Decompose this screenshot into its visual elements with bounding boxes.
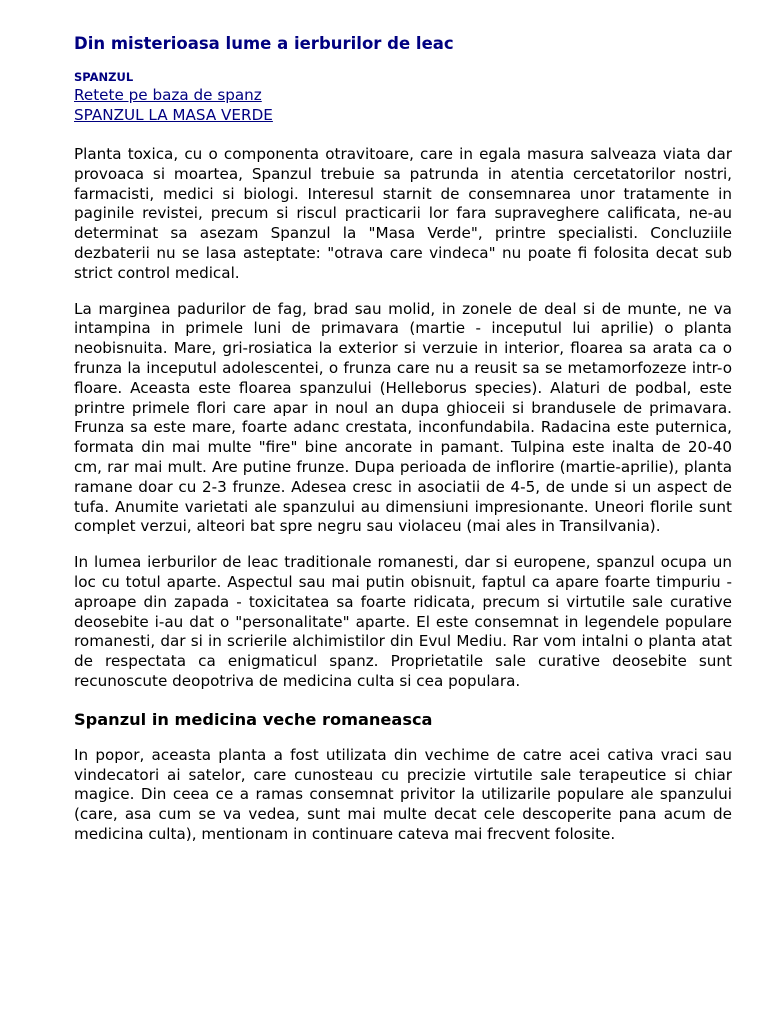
- paragraph-intro: Planta toxica, cu o componenta otravitoare, care in egala masura salveaza viata dar provoaca si moartea, Spanzul trebuie sa patrunda in atentia cercetatorilor nostri, farmacisti, medici si biologi. Interesul starnit de consemnarea unor tratamente in paginile revistei, precum si riscul practicarii lor fara supraveghere calificata, ne-au determinat sa asezam Spanzul la "Masa Verde", printre specialisti. Concluziile dezbaterii nu se lasa asteptate: "otrava care vindeca" nu poate fi folosita decat sub strict control medical.: [74, 145, 732, 282]
- section-heading: Spanzul in medicina veche romaneasca: [74, 709, 433, 729]
- document-page: [74, 34, 732, 845]
- link-spanzul-masa-verde[interactable]: SPANZUL LA MASA VERDE: [74, 106, 273, 124]
- link-retete-spanz[interactable]: Retete pe baza de spanz: [74, 86, 262, 104]
- related-links: [74, 85, 732, 125]
- section-label: SPANZUL: [74, 70, 134, 84]
- paragraph-description: La marginea padurilor de fag, brad sau molid, in zonele de deal si de munte, ne va intampina in primele luni de primavara (martie - inceputul lui aprilie) o planta neobisnuita. Mare, gri-rosiatica la exterior si verzuie in interior, floarea sa arata ca o frunza la inceputul adolescentei, o frunza care nu a reusit sa se metamorfozeze intr-o floare. Aceasta este floarea spanzului (Helleborus species). Alaturi de podbal, este printre primele flori care apar in noul an dupa ghioceii si brandusele de primavara. Frunza sa este mare, foarte adanc crestata, inconfundabila. Radacina este puternica, formata din mai multe "fire" bine ancorate in pamant. Tulpina este inalta de 20-40 cm, rar mai mult. Are putine frunze. Dupa perioada de inflorire (martie-aprilie), planta ramane doar cu 2-3 frunze. Adesea cresc in asociatii de 4-5, de unde si un aspect de tufa. Anumite varietati ale spanzului au dimensiuni impresionante. Uneori florile sunt complet verzui, alteori bat spre negru sau violaceu (mai ales in Transilvania).: [74, 299, 732, 536]
- related-link-item: [74, 105, 732, 125]
- paragraph-folk-medicine: In popor, aceasta planta a fost utilizata din vechime de catre acei cativa vraci sau vindecatori ai satelor, care cunosteau cu precizie virtutile sale terapeutice si chiar magice. Din ceea ce a ramas consemnat privitor la utilizarile populare ale spanzului (care, asa cum se va vedea, sunt mai multe decat cele descoperite pana acum de medicina culta), mentionam in continuare cateva mai frecvent folosite.: [74, 745, 732, 843]
- page-title: Din misterioasa lume a ierburilor de leac: [74, 34, 454, 53]
- paragraph-traditional: In lumea ierburilor de leac traditionale romanesti, dar si europene, spanzul ocupa un loc cu totul aparte. Aspectul sau mai putin obisnuit, faptul ca apare foarte timpuriu - aproape din zapada - toxicitatea sa foarte ridicata, precum si virtutile sale curative deosebite i-au dat o "personalitate" aparte. El este consemnat in legendele populare romanesti, dar si in scrierile alchimistilor din Evul Mediu. Rar vom intalni o planta atat de respectata ca enigmaticul spanz. Proprietatile sale curative deosebite sunt recunoscute deopotriva de medicina culta si cea populara.: [74, 553, 732, 690]
- related-link-item: [74, 85, 732, 105]
